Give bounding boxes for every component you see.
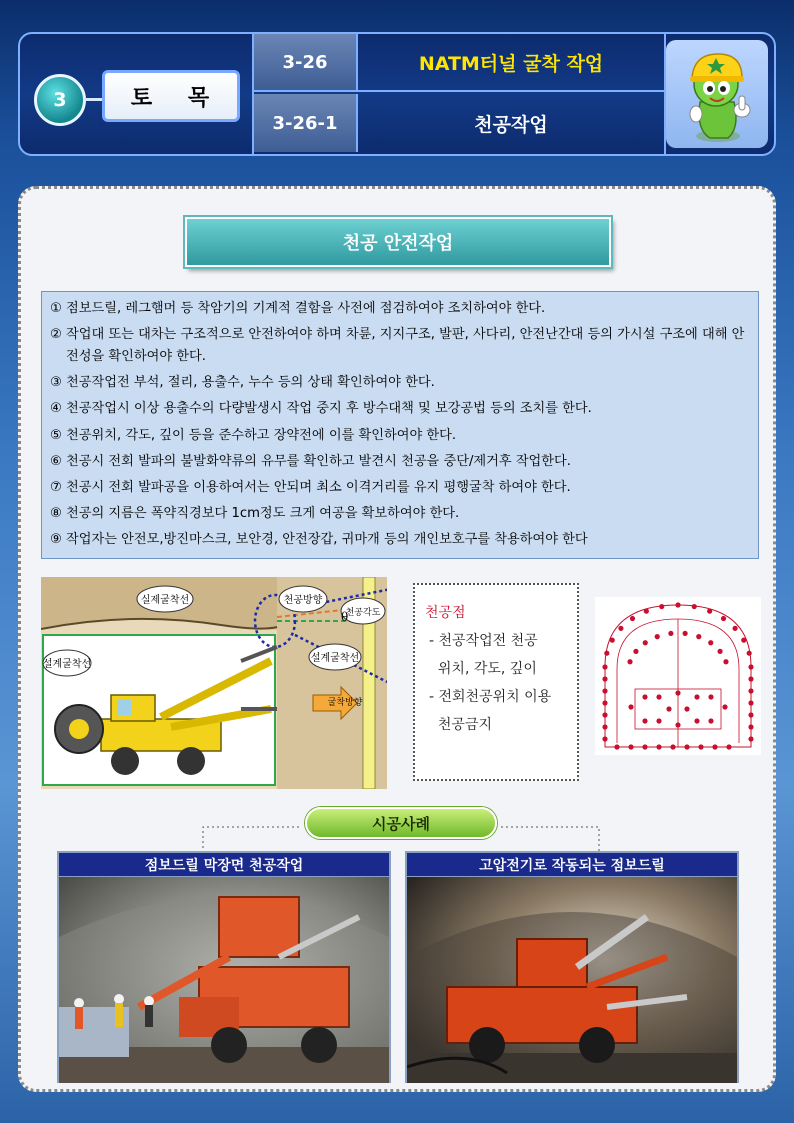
rule-marker: ① (50, 301, 62, 316)
rule-marker: ⑦ (50, 480, 62, 496)
label-advance: 굴착방향 (327, 698, 363, 708)
drill-hole (741, 637, 746, 642)
drill-hole (666, 706, 671, 711)
rule-marker: ⑤ (50, 427, 62, 443)
drill-hole (602, 676, 607, 681)
header-row-sub (254, 94, 664, 152)
photo-jumbo-face (57, 851, 391, 1083)
drill-hole (602, 688, 607, 693)
drill-hole (708, 694, 713, 699)
rule-marker: ④ (50, 401, 62, 417)
drill-hole (748, 736, 753, 741)
drill-point-note (413, 583, 579, 781)
drill-hole (707, 609, 712, 614)
rule-item (50, 370, 750, 396)
mascot-frame (666, 40, 768, 148)
drill-hole (722, 704, 727, 709)
photo2-caption: 고압전기로 작동되는 점보드릴 (407, 853, 737, 877)
rule-marker: ⑧ (50, 506, 62, 522)
rule-marker: ③ (50, 375, 62, 391)
drill-hole (655, 634, 660, 639)
drill-hole (643, 640, 648, 645)
content-panel (18, 186, 776, 1092)
rule-text: 점보드릴, 레그햄머 등 착암기의 기계적 결함을 사전에 점검하여야 조치하여야 한다. (66, 301, 546, 316)
rule-marker: ⑥ (50, 453, 62, 469)
section-block (20, 34, 252, 154)
code-main: 3-26 (254, 34, 358, 90)
drill-hole (618, 626, 623, 631)
drill-hole (627, 659, 632, 664)
drill-hole (656, 694, 661, 699)
label-design: 설계굴착선 (42, 659, 92, 670)
note-item: - 전회천공위치 이용 (429, 689, 552, 705)
drill-hole (628, 704, 633, 709)
rule-item (50, 423, 750, 449)
drill-hole (692, 604, 697, 609)
photo-electric-jumbo (405, 851, 739, 1083)
section-title: 토 목 (102, 70, 240, 122)
jumbo-photo-icon (59, 877, 389, 1083)
rule-text: 천공시 전회 발파의 불발화약류의 유무를 확인하고 발견시 천공을 중단/제거후 작업한다. (66, 453, 571, 469)
drill-hole (602, 664, 607, 669)
drill-hole (604, 651, 609, 656)
drilling-diagram (41, 577, 387, 789)
drill-hole (748, 700, 753, 705)
note-title: 천공점 (425, 605, 466, 621)
drill-hole (748, 664, 753, 669)
drill-hole (633, 649, 638, 654)
photo1-caption: 점보드릴 막장면 천공작업 (59, 853, 389, 877)
drill-hole (659, 604, 664, 609)
rule-item (50, 396, 750, 422)
header-row-main (254, 34, 664, 92)
label-actual: 실제굴착선 (140, 595, 190, 606)
drill-hole (694, 694, 699, 699)
rule-text: 작업자는 안전모,방진마스크, 보안경, 안전장갑, 귀마개 등의 개인보호구를 착용하여야 한다 (66, 532, 588, 548)
rule-marker: ② (50, 327, 62, 343)
drill-hole (748, 712, 753, 717)
rule-text: 천공의 지름은 폭약직경보다 1cm정도 크게 여공을 확보하여야 한다. (66, 506, 460, 522)
drill-hole (668, 631, 673, 636)
drill-hole (642, 744, 647, 749)
drill-hole (644, 609, 649, 614)
rule-text: 천공작업전 부석, 절리, 용출수, 누수 등의 상태 확인하여야 한다. (66, 375, 435, 391)
rule-text: 천공작업시 이상 용출수의 다량발생시 작업 중지 후 방수대책 및 보강공법 등의 조치를 한다. (66, 401, 592, 417)
title-sub: 천공작업 (474, 113, 548, 136)
mascot-icon (666, 40, 768, 148)
drill-hole (748, 676, 753, 681)
drill-hole (675, 722, 680, 727)
label-angle: 천공각도 (345, 608, 381, 618)
drill-hole (610, 637, 615, 642)
drill-hole (726, 744, 731, 749)
drill-hole (712, 744, 717, 749)
rule-text: 천공시 전회 발파공을 이용하여서는 안되며 최소 이격거리를 유지 평행굴착 하여야 한다. (66, 480, 571, 496)
drill-hole (748, 724, 753, 729)
drill-hole (684, 706, 689, 711)
drill-hole (708, 640, 713, 645)
drill-hole (630, 616, 635, 621)
case-label: 시공사례 (305, 807, 497, 839)
label-design-2: 설계굴착선 (310, 653, 360, 664)
drill-hole (683, 631, 688, 636)
drill-hole (696, 634, 701, 639)
drill-hole (602, 700, 607, 705)
drill-hole (698, 744, 703, 749)
drill-hole (708, 718, 713, 723)
drill-hole (684, 744, 689, 749)
drill-hole (642, 718, 647, 723)
panel-title: 천공 안전작업 (185, 217, 611, 267)
drill-hole (656, 718, 661, 723)
safety-rules-list (41, 291, 759, 559)
header-banner (18, 32, 776, 156)
rule-text: 천공위치, 각도, 깊이 등을 준수하고 장약전에 이를 확인하여야 한다. (66, 427, 457, 443)
drill-hole (747, 651, 752, 656)
electric-jumbo-photo-icon (407, 877, 737, 1083)
label-direction: 천공방향 (283, 595, 323, 606)
drill-hole (748, 688, 753, 693)
code-sub: 3-26-1 (254, 94, 358, 152)
rule-text: 작업대 또는 대차는 구조적으로 안전하여야 하며 차륜, 지지구조, 발판, 사다리, 안전난간대 등의 가시설 구조에 대해 안전성을 확인하여야 한다. (66, 327, 745, 365)
drill-hole (723, 659, 728, 664)
note-item: 천공금지 (429, 717, 492, 733)
drill-hole (628, 744, 633, 749)
drill-hole (732, 626, 737, 631)
drill-hole (675, 602, 680, 607)
note-item: 위치, 각도, 깊이 (429, 661, 537, 677)
section-number: 3 (34, 74, 86, 126)
header-grid (252, 34, 666, 154)
theta-symbol: θ (341, 610, 349, 624)
rule-item (50, 527, 750, 553)
rule-item (50, 296, 750, 322)
drill-hole (602, 712, 607, 717)
drill-hole (602, 724, 607, 729)
drill-pattern-diagram (595, 597, 761, 755)
drill-hole (656, 744, 661, 749)
drill-hole (602, 736, 607, 741)
drill-hole (675, 690, 680, 695)
rule-item (50, 475, 750, 501)
rule-marker: ⑨ (50, 532, 62, 548)
drill-hole (717, 649, 722, 654)
rule-item (50, 501, 750, 527)
drill-hole (614, 744, 619, 749)
drill-hole (694, 718, 699, 723)
rule-item (50, 322, 750, 370)
drill-hole (721, 616, 726, 621)
drill-hole (670, 744, 675, 749)
note-item: - 천공작업전 천공 (429, 633, 538, 649)
rule-item (50, 449, 750, 475)
title-main: NATM터널 굴착 작업 (418, 52, 604, 75)
drill-hole (642, 694, 647, 699)
